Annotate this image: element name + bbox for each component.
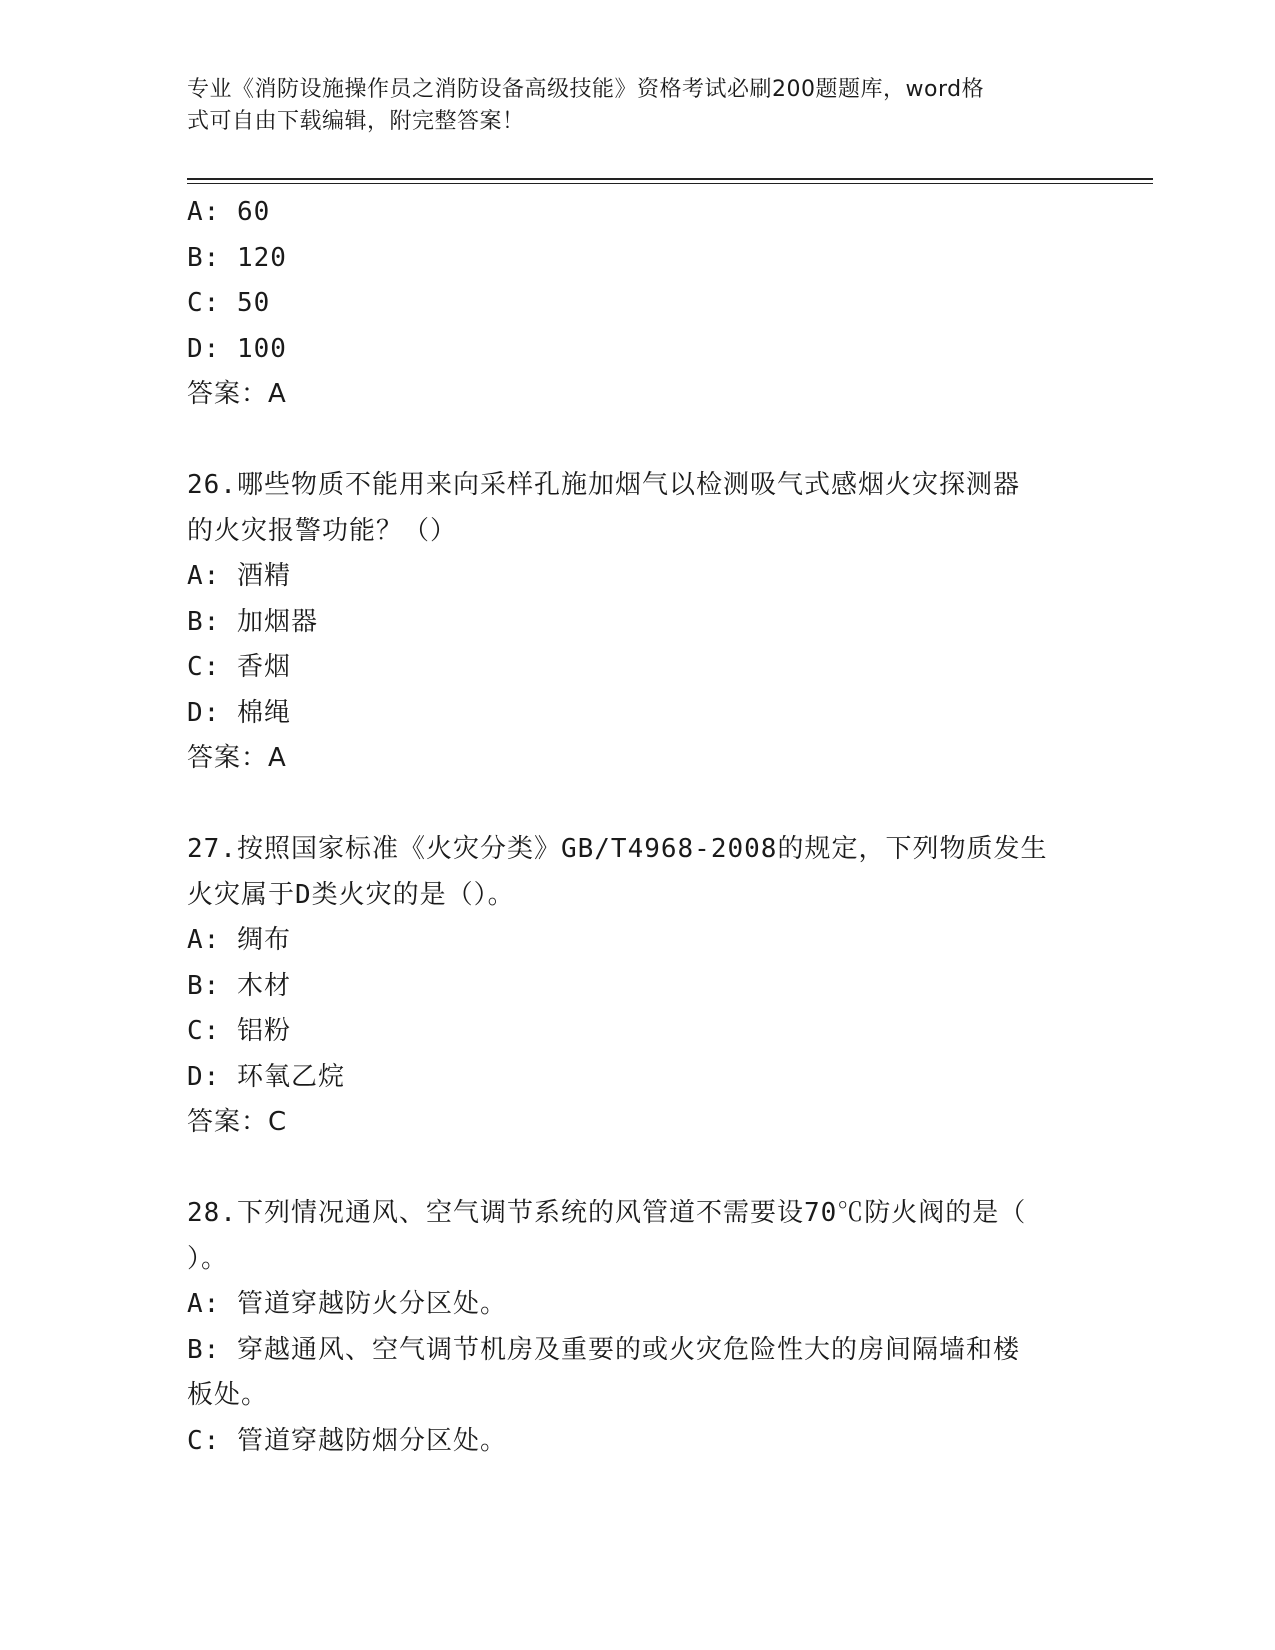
option-a: A: 60	[187, 197, 271, 227]
option-b: B: 穿越通风、空气调节机房及重要的或火灾危险性大的房间隔墙和楼	[187, 1334, 1020, 1365]
question-stem: 27.按照国家标准《火灾分类》GB/T4968-2008的规定，下列物质发生	[187, 834, 1048, 864]
option-b: B: 120	[187, 242, 287, 273]
spacer	[187, 418, 1067, 464]
option-c: C: 管道穿越防烟分区处。	[187, 1425, 507, 1456]
question-stem: 26.哪些物质不能用来向采样孔施加烟气以检测吸气式感烟火灾探测器	[187, 470, 1020, 500]
option-c: C: 铝粉	[187, 1016, 291, 1046]
prev-question	[187, 190, 1067, 418]
question-stem-cont: 火灾属于D类火灾的是（）。	[187, 879, 515, 910]
answer-line: 答案：A	[187, 743, 287, 773]
option-b-cont: 板处。	[187, 1380, 269, 1410]
answer-line: 答案：A	[187, 379, 287, 409]
option-a: A: 管道穿越防火分区处。	[187, 1289, 507, 1319]
question-27	[187, 827, 1067, 1146]
option-a: A: 绸布	[187, 925, 291, 955]
document-header	[187, 74, 1067, 138]
answer-line: 答案：C	[187, 1107, 288, 1137]
option-a: A: 酒精	[187, 561, 291, 591]
option-c: C: 50	[187, 288, 271, 318]
question-stem: 28.下列情况通风、空气调节系统的风管道不需要设70℃防火阀的是（	[187, 1198, 1027, 1228]
option-c: C: 香烟	[187, 652, 291, 682]
header-divider-thin	[187, 183, 1153, 184]
question-28	[187, 1191, 1067, 1464]
option-d: D: 环氧乙烷	[187, 1061, 345, 1092]
option-d: D: 棉绳	[187, 697, 291, 728]
option-b: B: 加烟器	[187, 606, 318, 637]
header-divider-thick	[187, 178, 1153, 180]
question-stem-cont: 的火灾报警功能？（）	[187, 515, 458, 546]
header-line-1: 专业《消防设施操作员之消防设备高级技能》资格考试必刷200题题库，word格	[187, 77, 985, 102]
header-line-2: 式可自由下载编辑，附完整答案！	[187, 109, 525, 134]
question-stem-cont: ）。	[187, 1243, 229, 1274]
option-b: B: 木材	[187, 970, 291, 1001]
spacer	[187, 1146, 1067, 1192]
question-26	[187, 463, 1067, 782]
option-d: D: 100	[187, 333, 287, 364]
spacer	[187, 782, 1067, 828]
question-content	[187, 190, 1067, 1464]
